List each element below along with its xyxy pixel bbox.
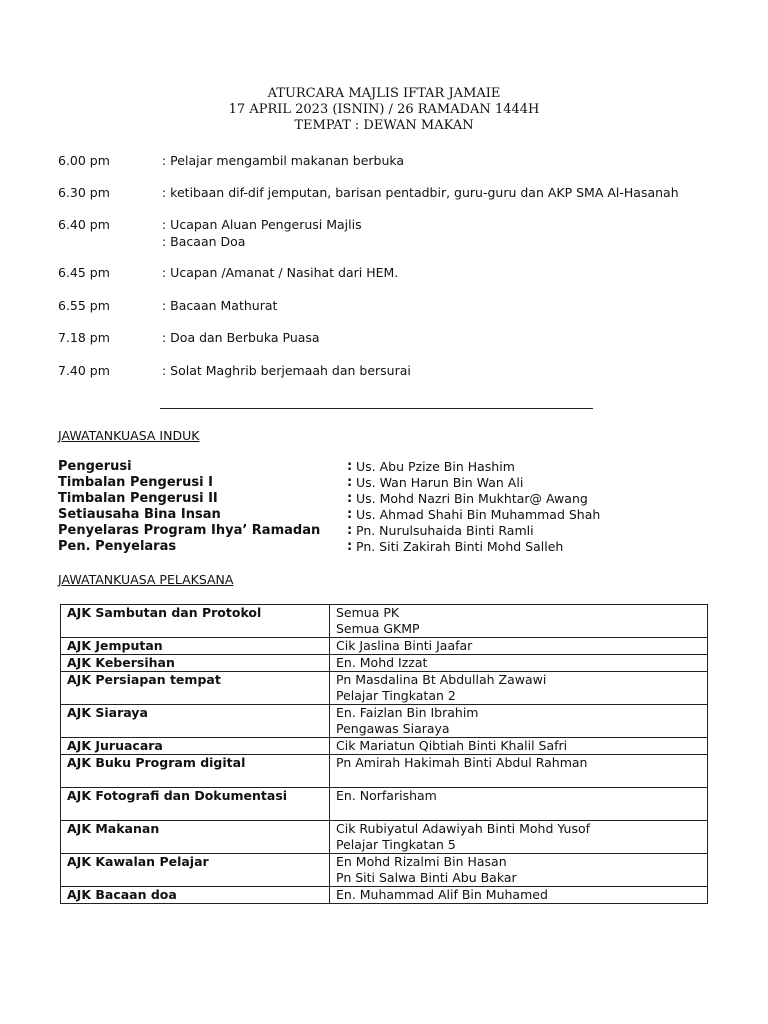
ajk-role: AJK Sambutan dan Protokol <box>61 605 330 638</box>
ajk-members <box>330 821 708 854</box>
pelaksana-table <box>60 604 708 904</box>
ajk-role: AJK Jemputan <box>61 638 330 655</box>
schedule-activity: : Solat Maghrib berjemaah dan bersurai <box>162 363 411 378</box>
schedule-activity: : ketibaan dif-dif jemputan, barisan pentadbir, guru-guru dan AKP SMA Al-Hasanah <box>162 185 679 200</box>
ajk-member: Pn Masdalina Bt Abdullah Zawawi <box>336 672 547 687</box>
induk-colon: : <box>347 459 353 474</box>
induk-colon: : <box>347 523 353 538</box>
ajk-role: AJK Juruacara <box>61 738 330 755</box>
induk-colon: : <box>347 507 353 522</box>
schedule-time: 7.40 pm <box>58 363 110 378</box>
induk-colon: : <box>347 475 353 490</box>
table-row <box>61 655 708 672</box>
induk-colon: : <box>347 491 353 506</box>
ajk-member: Semua GKMP <box>336 621 420 636</box>
ajk-members <box>330 788 708 821</box>
ajk-members <box>330 887 708 904</box>
schedule-time: 6.40 pm <box>58 217 110 232</box>
induk-name: Us. Ahmad Shahi Bin Muhammad Shah <box>356 507 601 522</box>
schedule-activity: : Doa dan Berbuka Puasa <box>162 330 320 345</box>
ajk-member: Pengawas Siaraya <box>336 721 450 736</box>
table-row <box>61 672 708 705</box>
doc-venue: TEMPAT : DEWAN MAKAN <box>294 118 474 133</box>
ajk-role: AJK Fotografi dan Dokumentasi <box>61 788 330 821</box>
doc-date: 17 APRIL 2023 (ISNIN) / 26 RAMADAN 1444H <box>228 102 540 117</box>
ajk-members <box>330 705 708 738</box>
ajk-role: AJK Siaraya <box>61 705 330 738</box>
ajk-member: Cik Rubiyatul Adawiyah Binti Mohd Yusof <box>336 821 591 836</box>
schedule-time: 6.30 pm <box>58 185 110 200</box>
schedule-time: 7.18 pm <box>58 330 110 345</box>
divider-line <box>160 408 593 409</box>
ajk-member: En. Mohd Izzat <box>336 655 428 670</box>
induk-role: Pen. Penyelaras <box>58 539 177 554</box>
schedule-time: 6.00 pm <box>58 153 110 168</box>
table-row <box>61 821 708 854</box>
ajk-role: AJK Kebersihan <box>61 655 330 672</box>
induk-row <box>58 507 738 523</box>
schedule-activity: : Ucapan /Amanat / Nasihat dari HEM. <box>162 265 399 280</box>
ajk-member-blank <box>336 771 701 787</box>
induk-role: Timbalan Pengerusi II <box>58 491 218 506</box>
table-row <box>61 605 708 638</box>
ajk-member: Semua PK <box>336 605 400 620</box>
induk-row <box>58 491 738 507</box>
schedule-activity: : Pelajar mengambil makanan berbuka <box>162 153 405 168</box>
ajk-member-blank <box>336 804 701 820</box>
table-row <box>61 755 708 788</box>
ajk-member: En. Muhammad Alif Bin Muhamed <box>336 887 548 902</box>
ajk-members <box>330 638 708 655</box>
ajk-member: Pelajar Tingkatan 5 <box>336 837 456 852</box>
schedule-activity: : Ucapan Aluan Pengerusi Majlis <box>162 217 362 232</box>
ajk-role: AJK Bacaan doa <box>61 887 330 904</box>
table-row <box>61 738 708 755</box>
induk-role: Penyelaras Program Ihya’ Ramadan <box>58 523 321 538</box>
ajk-members <box>330 755 708 788</box>
schedule-activity: : Bacaan Doa <box>162 234 246 249</box>
induk-role: Setiausaha Bina Insan <box>58 507 221 522</box>
induk-name: Us. Wan Harun Bin Wan Ali <box>356 475 524 490</box>
table-row <box>61 854 708 887</box>
induk-role: Timbalan Pengerusi I <box>58 475 213 490</box>
ajk-members <box>330 854 708 887</box>
schedule-time: 6.45 pm <box>58 265 110 280</box>
ajk-member: Cik Jaslina Binti Jaafar <box>336 638 473 653</box>
induk-name: Us. Mohd Nazri Bin Mukhtar@ Awang <box>356 491 588 506</box>
ajk-member: En. Norfarisham <box>336 788 437 803</box>
ajk-role: AJK Makanan <box>61 821 330 854</box>
table-row <box>61 788 708 821</box>
pelaksana-heading: JAWATANKUASA PELAKSANA <box>58 572 234 587</box>
schedule-time: 6.55 pm <box>58 298 110 313</box>
ajk-member: Pelajar Tingkatan 2 <box>336 688 456 703</box>
induk-name: Pn. Nurulsuhaida Binti Ramli <box>356 523 534 538</box>
ajk-members <box>330 672 708 705</box>
ajk-member: Pn Amirah Hakimah Binti Abdul Rahman <box>336 755 588 770</box>
ajk-member: Pn Siti Salwa Binti Abu Bakar <box>336 870 517 885</box>
induk-row <box>58 539 738 555</box>
induk-row <box>58 459 738 475</box>
schedule-activity: : Bacaan Mathurat <box>162 298 278 313</box>
induk-heading: JAWATANKUASA INDUK <box>58 428 200 443</box>
induk-row <box>58 523 738 539</box>
induk-role: Pengerusi <box>58 459 132 474</box>
ajk-members <box>330 655 708 672</box>
induk-name: Us. Abu Pzize Bin Hashim <box>356 459 515 474</box>
induk-name: Pn. Siti Zakirah Binti Mohd Salleh <box>356 539 564 554</box>
ajk-member: En Mohd Rizalmi Bin Hasan <box>336 854 507 869</box>
ajk-member: Cik Mariatun Qibtiah Binti Khalil Safri <box>336 738 568 753</box>
table-row <box>61 705 708 738</box>
table-row <box>61 887 708 904</box>
ajk-role: AJK Persiapan tempat <box>61 672 330 705</box>
ajk-members <box>330 605 708 638</box>
doc-title: ATURCARA MAJLIS IFTAR JAMAIE <box>267 86 501 101</box>
ajk-members <box>330 738 708 755</box>
ajk-member: En. Faizlan Bin Ibrahim <box>336 705 479 720</box>
induk-row <box>58 475 738 491</box>
induk-colon: : <box>347 539 353 554</box>
ajk-role: AJK Buku Program digital <box>61 755 330 788</box>
table-row <box>61 638 708 655</box>
ajk-role: AJK Kawalan Pelajar <box>61 854 330 887</box>
